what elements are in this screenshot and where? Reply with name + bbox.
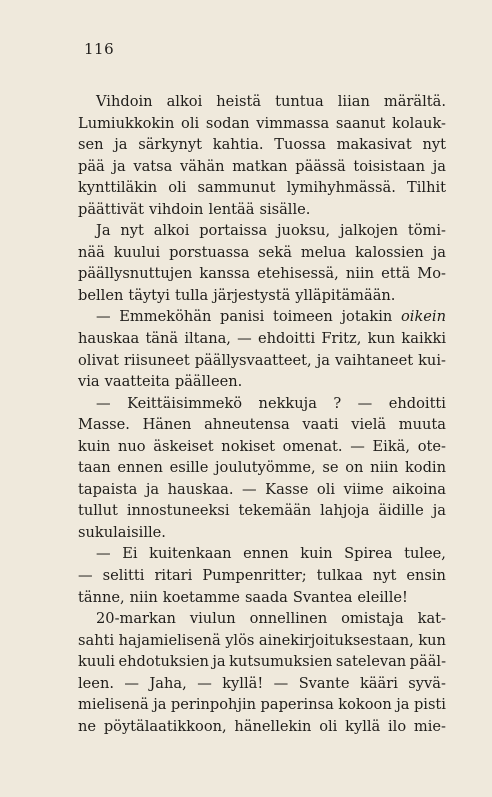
text-word: ennen xyxy=(117,459,163,477)
text-line xyxy=(78,285,446,307)
text-word: sen xyxy=(78,136,104,154)
text-word: ensin xyxy=(406,567,446,585)
text-word: ehdoitti xyxy=(388,394,446,412)
text-word: päällysvaatteet, xyxy=(194,351,312,369)
text-word: hauskaa xyxy=(78,330,140,348)
text-word: — xyxy=(242,480,257,498)
text-word: olivat xyxy=(78,351,119,369)
text-word: mielisenä xyxy=(78,696,149,714)
text-word: oli xyxy=(181,114,200,132)
text-word: iltana, xyxy=(184,330,231,348)
text-word: vähän xyxy=(180,157,225,175)
text-line xyxy=(78,134,446,156)
text-word: on xyxy=(345,459,364,477)
text-word: viulun xyxy=(189,610,236,628)
text-word: makasivat xyxy=(336,136,412,154)
text-word: melua xyxy=(300,243,347,261)
text-word: kaikki xyxy=(401,330,446,348)
text-word: toisistaan xyxy=(353,157,425,175)
text-word: Ei xyxy=(122,545,138,563)
text-line xyxy=(78,177,446,199)
text-word: esille xyxy=(169,459,209,477)
text-word: leen. xyxy=(78,674,114,692)
text-word: kolauk- xyxy=(392,114,446,132)
text-word: kyllä! xyxy=(222,674,264,692)
text-line xyxy=(78,608,446,630)
text-word: ja xyxy=(145,480,160,498)
text-line xyxy=(78,350,446,372)
text-word: ritari xyxy=(154,567,193,585)
text-word: ? xyxy=(333,394,342,412)
text-word: toimeen xyxy=(273,308,333,326)
text-word: vihdoin xyxy=(148,200,204,218)
text-word: joulutyömme, xyxy=(215,459,316,477)
text-word: Eikä, xyxy=(372,437,411,455)
text-word: vielä xyxy=(351,416,387,434)
text-word: — xyxy=(357,394,373,412)
text-word: Spirea xyxy=(344,545,393,563)
text-line xyxy=(78,457,446,479)
text-word: lentää xyxy=(208,200,255,218)
text-line xyxy=(78,113,446,135)
text-word: Masse. xyxy=(78,416,130,434)
text-word: sisälle. xyxy=(259,200,311,218)
text-word: kun xyxy=(367,330,396,348)
text-word: — xyxy=(96,394,111,412)
body-text xyxy=(78,91,446,737)
text-word: tömi- xyxy=(407,222,446,240)
text-word: jalkojen xyxy=(339,222,399,240)
text-word: saada xyxy=(244,588,288,606)
text-word: Tuossa xyxy=(274,136,326,154)
text-word: — xyxy=(96,545,111,563)
text-line xyxy=(78,587,446,609)
text-word: ja xyxy=(316,351,330,369)
text-word: Emmeköhän xyxy=(119,308,212,326)
text-word: äskeiset xyxy=(153,437,214,455)
text-line xyxy=(78,500,446,522)
text-word: tullut xyxy=(78,502,118,520)
text-word: viime xyxy=(343,480,384,498)
text-word: tuntua xyxy=(275,93,324,110)
text-word: että xyxy=(381,265,411,283)
text-word: kahtia. xyxy=(212,136,264,154)
text-word: liian xyxy=(337,93,370,110)
text-word: oli xyxy=(168,179,187,197)
text-word: nyt xyxy=(372,567,397,585)
text-word: riisuneet xyxy=(123,351,190,369)
text-word: kun xyxy=(418,631,446,649)
text-word: kynttiläkin xyxy=(78,179,158,197)
text-word: Pumpenritter; xyxy=(202,567,307,585)
text-word: sodan xyxy=(205,114,250,132)
text-word: pääl- xyxy=(409,653,446,671)
text-word: ennen xyxy=(243,545,289,563)
text-word: — xyxy=(96,308,111,326)
text-word: kodin xyxy=(404,459,446,477)
text-word: ylläpitämään. xyxy=(295,286,396,304)
text-word: muuta xyxy=(398,416,446,434)
text-word: nää xyxy=(78,243,105,261)
text-word: koetamme xyxy=(162,588,240,606)
text-word: omenat. xyxy=(282,437,343,455)
text-word: kalossien xyxy=(355,243,424,261)
text-word: kääri xyxy=(359,674,398,692)
text-word: oli xyxy=(319,717,338,735)
text-word: Svantea xyxy=(292,588,353,606)
text-word: taan xyxy=(78,459,111,477)
text-word: perinpohjin xyxy=(170,696,257,714)
text-word: sahti xyxy=(78,631,115,649)
text-word: Lumiukkokin xyxy=(78,114,175,132)
text-line xyxy=(78,436,446,458)
text-word: nyt xyxy=(422,136,446,154)
text-word: innostuneeksi xyxy=(126,502,230,520)
text-word: portaissa xyxy=(199,222,268,240)
text-word: Tilhit xyxy=(407,179,446,197)
text-word: järjestystä xyxy=(213,286,291,304)
text-word: ja xyxy=(153,696,167,714)
text-word: oikein xyxy=(400,308,446,326)
text-line xyxy=(78,522,446,544)
text-word: matkan xyxy=(232,157,288,175)
text-word: kuin xyxy=(78,437,111,455)
text-word: särkynyt xyxy=(138,136,202,154)
text-line xyxy=(78,156,446,178)
text-word: täytyi xyxy=(128,286,170,304)
text-line xyxy=(78,199,446,221)
text-word: aikoina xyxy=(392,480,446,498)
text-word: ne xyxy=(78,717,97,735)
text-word: oli xyxy=(316,480,336,498)
text-line xyxy=(78,651,446,673)
text-word: — xyxy=(273,674,289,692)
text-word: se xyxy=(322,459,339,477)
text-line xyxy=(78,694,446,716)
text-word: — xyxy=(78,567,93,585)
text-line xyxy=(78,565,446,587)
text-word: Keittäisimmekö xyxy=(127,394,243,412)
text-word: panisi xyxy=(220,308,265,326)
text-word: vaatteita xyxy=(104,373,170,391)
text-word: tulee, xyxy=(404,545,446,563)
text-word: kokoon xyxy=(338,696,392,714)
text-word: etehisessä, xyxy=(257,265,339,283)
text-word: ahneutensa xyxy=(204,416,290,434)
text-line xyxy=(78,393,446,415)
text-word: via xyxy=(78,373,100,391)
text-line xyxy=(78,479,446,501)
text-word: märältä. xyxy=(383,93,446,110)
text-word: ylös xyxy=(225,631,255,649)
text-word: hänellekin xyxy=(234,717,312,735)
text-word: ja xyxy=(112,157,126,175)
text-word: bellen xyxy=(78,286,124,304)
page-number: 116 xyxy=(84,40,115,58)
text-line xyxy=(78,242,446,264)
text-word: jotakin xyxy=(341,308,393,326)
text-word: ja xyxy=(114,136,128,154)
text-word: nokiset xyxy=(221,437,275,455)
text-word: Ja xyxy=(96,222,111,240)
text-word: vaati xyxy=(302,416,339,434)
text-line xyxy=(78,414,446,436)
text-word: Vihdoin xyxy=(96,93,153,110)
text-word: mie- xyxy=(413,717,446,735)
text-word: alkoi xyxy=(153,222,190,240)
text-word: hajamielisenä xyxy=(118,631,221,649)
text-word: tänä xyxy=(145,330,179,348)
text-word: kuin xyxy=(300,545,333,563)
text-word: päälleen. xyxy=(174,373,243,391)
text-word: ja xyxy=(432,502,446,520)
text-word: porstuassa xyxy=(169,243,250,261)
text-word: kuuli xyxy=(78,653,115,671)
text-word: kyllä xyxy=(345,717,381,735)
text-word: eleille! xyxy=(357,588,408,606)
text-word: nekkuja xyxy=(258,394,317,412)
text-word: tänne, xyxy=(78,588,125,606)
text-word: nuo xyxy=(118,437,146,455)
text-word: tulla xyxy=(174,286,209,304)
text-word: 20-markan xyxy=(96,610,176,628)
text-word: sekä xyxy=(258,243,292,261)
text-line xyxy=(78,630,446,652)
text-word: niin xyxy=(370,459,399,477)
text-word: kuitenkaan xyxy=(149,545,232,563)
text-word: hauskaa. xyxy=(167,480,234,498)
text-word: kui- xyxy=(418,351,446,369)
text-word: ehdoitti xyxy=(257,330,316,348)
text-word: tekemään xyxy=(238,502,312,520)
text-word: äidille xyxy=(378,502,424,520)
text-line xyxy=(78,306,446,328)
text-word: selitti xyxy=(102,567,145,585)
text-word: — xyxy=(197,674,212,692)
text-word: — xyxy=(237,330,252,348)
text-word: Svante xyxy=(298,674,350,692)
text-word: ja xyxy=(212,653,226,671)
text-word: — xyxy=(350,437,365,455)
text-line xyxy=(78,263,446,285)
text-line xyxy=(78,328,446,350)
text-word: ehdotuksien xyxy=(118,653,209,671)
text-word: pää xyxy=(78,157,105,175)
text-word: päässä xyxy=(295,157,346,175)
text-word: niin xyxy=(129,588,158,606)
text-word: Mo- xyxy=(417,265,446,283)
text-word: Hänen xyxy=(142,416,192,434)
text-word: kuului xyxy=(113,243,161,261)
text-word: pöytälaatikkoon, xyxy=(103,717,227,735)
text-word: niin xyxy=(345,265,375,283)
text-word: vaihtaneet xyxy=(334,351,414,369)
text-word: syvä- xyxy=(408,674,446,692)
text-word: heistä xyxy=(216,93,262,110)
text-word: sukulaisille. xyxy=(78,523,166,541)
text-word: ilo xyxy=(388,717,407,735)
text-word: kanssa xyxy=(199,265,251,283)
text-word: alkoi xyxy=(166,93,203,110)
text-word: onnellinen xyxy=(249,610,328,628)
text-line xyxy=(78,673,446,695)
text-word: paperinsa xyxy=(260,696,334,714)
text-word: nyt xyxy=(120,222,144,240)
text-word: juoksu, xyxy=(277,222,331,240)
text-word: ja xyxy=(432,157,446,175)
text-word: Jaha, xyxy=(149,674,187,692)
text-word: kutsumuksien xyxy=(229,653,333,671)
text-word: vatsa xyxy=(133,157,173,175)
text-word: ote- xyxy=(417,437,446,455)
text-word: omistaja xyxy=(341,610,404,628)
text-word: lahjoja xyxy=(320,502,370,520)
text-line xyxy=(78,220,446,242)
text-line xyxy=(78,543,446,565)
text-word: — xyxy=(124,674,140,692)
text-word: Fritz, xyxy=(321,330,362,348)
text-word: pisti xyxy=(413,696,446,714)
text-line xyxy=(78,716,446,738)
text-word: kat- xyxy=(417,610,446,628)
text-word: saanut xyxy=(335,114,386,132)
text-word: lymihyhmässä. xyxy=(286,179,396,197)
text-word: tulkaa xyxy=(316,567,363,585)
text-word: ja xyxy=(432,243,446,261)
text-word: päättivät xyxy=(78,200,144,218)
text-word: sammunut xyxy=(197,179,276,197)
text-word: vimmassa xyxy=(256,114,330,132)
text-word: Kasse xyxy=(265,480,309,498)
text-word: päällysnuttujen xyxy=(78,265,193,283)
text-word: ja xyxy=(396,696,410,714)
text-word: satelevan xyxy=(335,653,407,671)
text-line xyxy=(78,91,446,113)
text-word: ainekirjoituksestaan, xyxy=(258,631,414,649)
text-word: tapaista xyxy=(78,480,138,498)
text-line xyxy=(78,371,446,393)
